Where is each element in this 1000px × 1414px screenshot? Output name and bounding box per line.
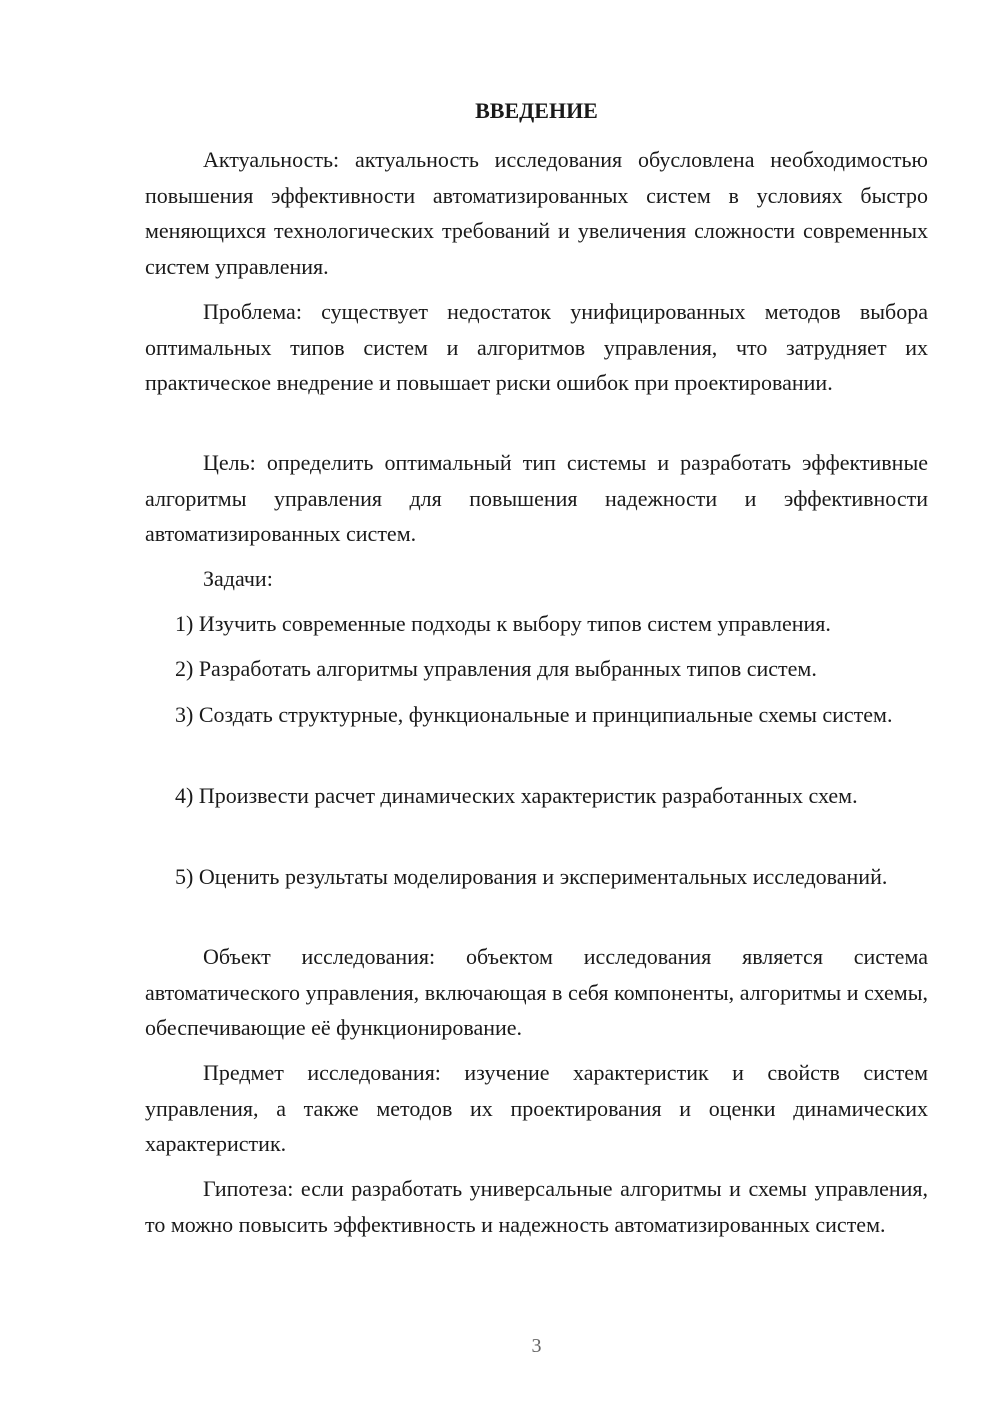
- task-item-1: 1) Изучить современные подходы к выбору типов систем управления.: [175, 611, 831, 636]
- task-item-4: 4) Произвести расчет динамических характеристик разработанных схем.: [175, 783, 858, 808]
- task-item-2: 2) Разработать алгоритмы управления для выбранных типов систем.: [175, 656, 817, 681]
- document-page: [145, 0, 928, 1414]
- paragraph-goal: Цель: определить оптимальный тип системы и разработать эффективные алгоритмы управления для повышения надежности и эффективности автоматизированных систем.: [145, 450, 928, 546]
- paragraph-problem: Проблема: существует недостаток унифицированных методов выбора оптимальных типов систем и алгоритмов управления, что затрудняет их практическое внедрение и повышает риски ошибок при проектировании.: [145, 299, 928, 395]
- task-item-3: 3) Создать структурные, функциональные и принципиальные схемы систем.: [175, 702, 893, 727]
- paragraph-object: Объект исследования: объектом исследования является система автоматического управления, включающая в себя компоненты, алгоритмы и схемы, обеспечивающие её функционирование.: [145, 944, 928, 1040]
- paragraph-tasks-heading: Задачи:: [203, 566, 273, 591]
- task-item-5: 5) Оценить результаты моделирования и экспериментальных исследований.: [175, 864, 888, 889]
- paragraph-relevance: Актуальность: актуальность исследования обусловлена необходимостью повышения эффективности автоматизированных систем в условиях быстро меняющихся технологических требований и увеличения сложности современных систем управления.: [145, 147, 928, 279]
- page-number: 3: [531, 1335, 542, 1357]
- paragraph-subject: Предмет исследования: изучение характеристик и свойств систем управления, а также методов их проектирования и оценки динамических характеристик.: [145, 1060, 928, 1156]
- section-title: ВВЕДЕНИЕ: [475, 98, 598, 123]
- paragraph-hypothesis: Гипотеза: если разработать универсальные алгоритмы и схемы управления, то можно повысить эффективность и надежность автоматизированных систем.: [145, 1176, 928, 1237]
